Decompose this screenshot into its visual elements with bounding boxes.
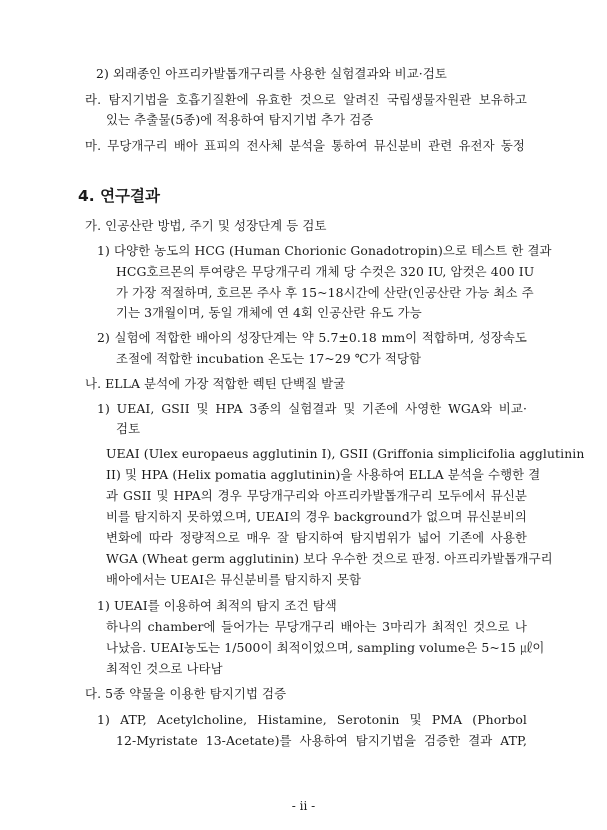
subsection-heading: 다. 5종 약물을 이용한 탐지기법 검증 (85, 686, 287, 701)
subsection-heading: 나. ELLA 분석에 가장 적합한 렉틴 단백질 발굴 (85, 376, 346, 391)
paragraph-line: HCG호르몬의 투여량은 무당개구리 개체 당 수컷은 320 IU, 암컷은 400 IU (116, 264, 535, 279)
paragraph-line: 가 가장 적절하며, 호르몬 주사 후 15~18시간에 산란(인공산란 가능 최소 주 (116, 285, 534, 300)
paragraph-line: 하나의 chamber에 들어가는 무당개구리 배아는 3마리가 최적인 것으로 나 (106, 619, 527, 634)
paragraph-line: 비를 탐지하지 못하였으며, UEAI의 경우 background가 없으며 뮤신분비의 (106, 509, 527, 524)
paragraph-line: WGA (Wheat germ agglutinin) 보다 우수한 것으로 판정. 아프리카발톱개구리 (106, 551, 553, 566)
list-item: 1) 다양한 농도의 HCG (Human Chorionic Gonadotropin)으로 테스트 한 결과 (97, 243, 552, 258)
paragraph-line: 배아에서는 UEAI은 뮤신분비를 탐지하지 못함 (106, 572, 362, 587)
list-item: 2) 실험에 적합한 배아의 성장단계는 약 5.7±0.18 mm이 적합하며, 성장속도 (97, 330, 527, 345)
list-item: 1) UEAI를 이용하여 최적의 탐지 조건 탐색 (97, 598, 337, 613)
paragraph-line: II) 및 HPA (Helix pomatia agglutinin)을 사용하여 ELLA 분석을 수행한 결 (106, 467, 541, 482)
paragraph-line: 최적인 것으로 나타남 (106, 661, 223, 676)
list-item: 1) ATP, Acetylcholine, Histamine, Serotonin 및 PMA (Phorbol (97, 712, 527, 727)
paragraph-line: 조절에 적합한 incubation 온도는 17~29 ℃가 적당함 (116, 351, 422, 366)
list-item-continuation: 있는 추출물(5종)에 적용하여 탐지기법 추가 검증 (106, 112, 374, 127)
list-item: 라. 탐지기법을 호흡기질환에 유효한 것으로 알려진 국립생물자원관 보유하고 (85, 92, 527, 107)
paragraph-line: 12-Myristate 13-Acetate)를 사용하여 탐지기법을 검증한 결과 ATP, (116, 733, 527, 748)
paragraph-line: 변화에 따라 정량적으로 매우 잘 탐지하여 탐지범위가 넓어 기존에 사용한 (106, 530, 527, 545)
list-item: 2) 외래종인 아프리카발톱개구리를 사용한 실험결과와 비교·검토 (96, 66, 447, 81)
paragraph-line: UEAI (Ulex europaeus agglutinin I), GSII (Griffonia simplicifolia agglutinin (106, 446, 585, 461)
paragraph-line: 기는 3개월이며, 동일 개체에 연 4회 인공산란 유도 가능 (116, 305, 422, 320)
list-item: 1) UEAI, GSII 및 HPA 3종의 실험결과 및 기존에 사영한 WGA와 비교· (97, 401, 527, 416)
subsection-heading: 가. 인공산란 방법, 주기 및 성장단계 등 검토 (85, 218, 327, 233)
list-item: 마. 무당개구리 배아 표피의 전사체 분석을 통하여 뮤신분비 관련 유전자 동정 (85, 138, 525, 153)
page-number: - ii - (291, 799, 316, 813)
paragraph-line: 과 GSII 및 HPA의 경우 무당개구리와 아프리카발톱개구리 모두에서 뮤신분 (106, 488, 527, 503)
paragraph-line: 나났음. UEAI농도는 1/500이 최적이었으며, sampling volume은 5~15 ㎕이 (106, 640, 545, 655)
paragraph-line: 검토 (116, 421, 141, 436)
section-heading: 4. 연구결과 (78, 187, 160, 205)
